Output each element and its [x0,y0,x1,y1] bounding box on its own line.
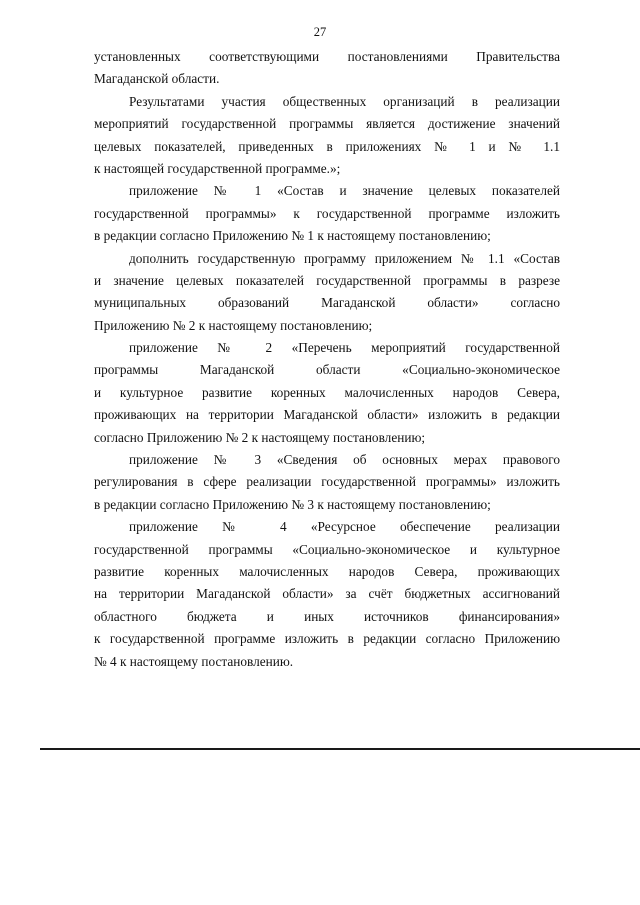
paragraph [94,46,560,91]
text-line: приложение № 4 «Ресурсное обеспечение реализации [129,519,560,535]
text-line: установленных соответствующими постановлениями Правительства [94,49,560,64]
text-line: государственной программы «Социально-экономическое и культурное [94,541,560,557]
text-line: к настоящей государственной программе.»; [94,160,341,176]
text-line: муниципальных образований Магаданской области» согласно [94,295,560,311]
text-line: программы Магаданской области «Социально-экономическое [94,362,560,378]
paragraph [94,91,560,181]
document-body [94,46,560,673]
text-line: согласно Приложению № 2 к настоящему постановлению; [94,429,426,445]
paragraph [94,180,560,247]
paragraph [94,337,560,449]
text-line: Магаданской области. [94,71,220,87]
text-line: и культурное развитие коренных малочисленных народов Севера, [94,384,560,400]
text-line: приложение № 3 «Сведения об основных мерах правового [129,452,560,468]
text-line: мероприятий государственной программы является достижение значений [94,116,560,132]
text-line: Приложению № 2 к настоящему постановлению; [94,317,373,333]
text-line: к государственной программе изложить в редакции согласно Приложению [94,631,560,647]
text-line: приложение № 1 «Состав и значение целевых показателей [129,183,560,199]
text-line: в редакции согласно Приложению № 3 к настоящему постановлению; [94,496,491,512]
text-line: проживающих на территории Магаданской области» изложить в редакции [94,407,560,423]
text-line: регулирования в сфере реализации государственной программы» изложить [94,474,560,490]
page-number: 27 [313,25,327,39]
text-line: областного бюджета и иных источников финансирования» [94,608,560,624]
text-line: № 4 к настоящему постановлению. [94,653,294,669]
text-line: государственной программы» к государственной программе изложить [94,205,560,221]
paragraph [94,516,560,673]
text-line: дополнить государственную программу приложением № 1.1 «Состав [129,250,560,266]
text-line: приложение № 2 «Перечень мероприятий государственной [129,340,560,356]
text-line: на территории Магаданской области» за счёт бюджетных ассигнований [94,586,560,602]
paragraph [94,248,560,338]
footer-divider [40,748,640,750]
text-line: в редакции согласно Приложению № 1 к настоящему постановлению; [94,228,491,244]
text-line: целевых показателей, приведенных в приложениях № 1 и № 1.1 [94,138,560,154]
paragraph [94,449,560,516]
text-line: и значение целевых показателей государственной программы в разрезе [94,272,560,288]
text-line: развитие коренных малочисленных народов Севера, проживающих [94,563,560,579]
text-line: Результатами участия общественных организаций в реализации [129,93,560,109]
